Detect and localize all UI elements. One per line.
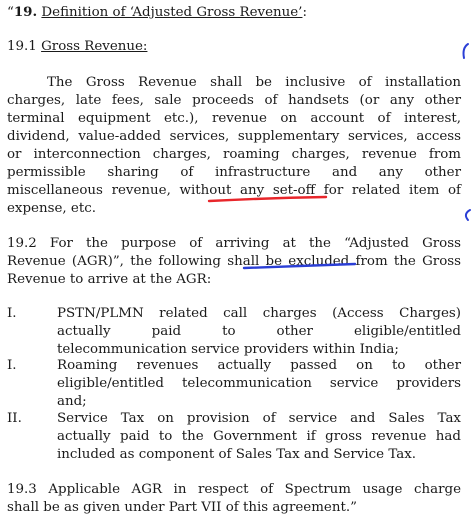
list-item-2-line-2: eligible/entitled telecommunication service providers (57, 376, 461, 391)
heading-title: Definition of ‘Adjusted Gross Revenue’ (41, 5, 303, 20)
list-item-1-line-2: actually paid to other eligible/entitled (57, 324, 461, 339)
para-19-2-line-3: Revenue to arrive at the AGR: (7, 272, 212, 287)
para-19-1-line-3: terminal equipment etc.), revenue on account of interest, (7, 111, 461, 126)
subsection-19-1-number: 19.1 (7, 39, 37, 54)
list-item-1-line-3: telecommunication service providers within India; (57, 342, 399, 357)
para-19-1-line-7: miscellaneous revenue, without any set-off for related item of (7, 183, 461, 198)
list-item-2-line-1: Roaming revenues actually passed on to other (57, 358, 461, 373)
para-19-3-line-1: 19.3 Applicable AGR in respect of Spectrum usage charge (7, 482, 461, 497)
list-item-2-line-3: and; (57, 394, 87, 409)
red-underline-mark (209, 197, 326, 201)
blue-margin-mark-bottom (466, 210, 470, 220)
list-item-3-line-2: actually paid to the Government if gross revenue had (57, 429, 461, 444)
list-item-3-line-3: included as component of Sales Tax and Service Tax. (57, 447, 417, 462)
subsection-19-1-title: Gross Revenue: (41, 39, 148, 54)
para-19-2-line-2: Revenue (AGR)”, the following shall be excluded from the Gross (7, 254, 461, 269)
para-19-1-line-2: charges, late fees, sale proceeds of handsets (or any other (7, 93, 461, 108)
para-19-1-line-6: permissible sharing of infrastructure and any other (7, 165, 461, 180)
list-item-numeral: I. (7, 358, 17, 373)
para-19-1-line-4: dividend, value-added services, supplementary services, access (7, 129, 461, 144)
list-item-numeral: II. (7, 411, 22, 426)
para-19-1-line-5: or interconnection charges, roaming charges, revenue from (7, 147, 461, 162)
blue-margin-mark-top (464, 44, 469, 58)
list-item-numeral: I. (7, 306, 17, 321)
list-item-3-line-1: Service Tax on provision of service and Sales Tax (57, 411, 461, 426)
heading-number: 19. (13, 4, 38, 20)
heading-open-quote: “ (7, 5, 14, 20)
para-19-1-line-8: expense, etc. (7, 201, 96, 216)
para-19-3-line-2: shall be as given under Part VII of this agreement.” (7, 500, 357, 515)
para-19-2-line-1: 19.2 For the purpose of arriving at the “Adjusted Gross (7, 236, 461, 251)
blue-underline-mark (244, 264, 355, 268)
heading-colon: : (302, 5, 307, 20)
list-item-1-line-1: PSTN/PLMN related call charges (Access Charges) (57, 306, 461, 321)
para-19-1-line-1: The Gross Revenue shall be inclusive of installation (47, 75, 461, 90)
